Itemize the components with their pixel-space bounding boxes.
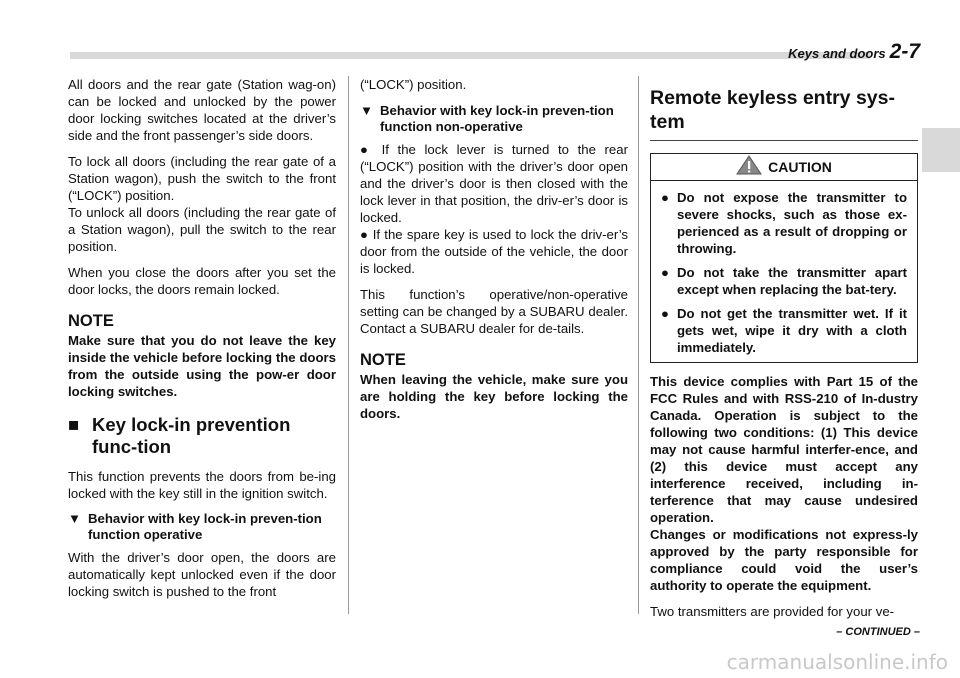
- bullet-icon: ●: [360, 142, 373, 157]
- note-heading: NOTE: [360, 351, 406, 369]
- column-divider: [638, 76, 639, 614]
- paragraph: (“LOCK”) position.: [360, 77, 467, 92]
- bullet-icon: ●: [661, 265, 669, 280]
- main-heading: Remote keyless entry sys-tem: [650, 87, 895, 133]
- note-body: When leaving the vehicle, make sure you are holding the key before locking the doors.: [360, 372, 628, 421]
- caution-box: [650, 153, 918, 363]
- paragraph: All doors and the rear gate (Station wag-on) can be locked and unlocked by the power door locking switches located at the driver’s side and the front passenger’s side doors.: [68, 77, 336, 143]
- bullet-icon: ●: [360, 227, 369, 242]
- paragraph: This function’s operative/non-operative setting can be changed by a SUBARU dealer. Contact a SUBARU dealer for de-tails.: [360, 287, 628, 336]
- warning-triangle-icon: [736, 155, 762, 179]
- note-body: Make sure that you do not leave the key inside the vehicle before locking the doors from the outside using the pow-er door locking switches.: [68, 333, 336, 399]
- page-header: [788, 40, 920, 64]
- bullet-item: ● If the spare key is used to lock the driv-er’s door from the outside of the vehicle, the door is locked.: [360, 227, 628, 276]
- section-heading-text: Key lock-in prevention func-tion: [92, 414, 291, 457]
- fcc-statement: This device complies with Part 15 of the FCC Rules and with RSS-210 of In-dustry Canada. Operation is subject to the following two conditions: (1) This device may not cause harmful interfer-ence, and (2) this device must accept any interference received, including in-terference that may cause undesired operation. Changes or modifications not express-ly approved by the party responsible for compliance could void the user’s authority to operate the equipment.: [650, 374, 918, 593]
- caution-label: CAUTION: [768, 158, 832, 175]
- header-rule: [70, 52, 870, 59]
- bullet-icon: ●: [661, 306, 669, 321]
- triangle-down-icon: ▼: [360, 103, 374, 118]
- paragraph: With the driver’s door open, the doors are automatically kept unlocked even if the door locking switch is pushed to the front: [68, 550, 336, 599]
- square-bullet-icon: ■: [68, 414, 80, 435]
- caution-item: ● Do not get the transmitter wet. If it gets wet, wipe it dry with a cloth immediately.: [661, 306, 907, 355]
- paragraph: To lock all doors (including the rear gate of a Station wagon), push the switch to the front (“LOCK”) position. To unlock all doors (including the rear gate of a Station wagon), pull the switch to the rear position.: [68, 154, 336, 254]
- paragraph: When you close the doors after you set the door locks, the doors remain locked.: [68, 265, 336, 297]
- triangle-down-icon: ▼: [68, 511, 82, 526]
- subsection-heading-text: Behavior with key lock-in preven-tion function non-operative: [380, 103, 614, 134]
- column-2: [360, 76, 628, 432]
- section-heading: [68, 414, 336, 458]
- chapter-side-tab: [922, 128, 960, 172]
- section-title: Keys and doors: [788, 46, 886, 61]
- paragraph: This function prevents the doors from be-ing locked with the key still in the ignition switch.: [68, 469, 336, 501]
- caution-body: [651, 181, 917, 362]
- column-1: [68, 76, 336, 609]
- caution-header: [651, 154, 917, 181]
- subsection-heading-text: Behavior with key lock-in preven-tion function operative: [88, 511, 322, 542]
- column-3: [650, 76, 918, 629]
- subsection-heading: [360, 103, 628, 135]
- caution-item: ● Do not take the transmitter apart except when replacing the bat-tery.: [661, 265, 907, 297]
- page-number: 2-7: [889, 40, 920, 63]
- subsection-heading: [68, 511, 336, 543]
- continued-label: – CONTINUED –: [836, 626, 920, 638]
- bullet-icon: ●: [661, 190, 669, 205]
- caution-item: ● Do not expose the transmitter to severe shocks, such as those ex-perienced as a result of dropping or throwing.: [661, 190, 907, 256]
- paragraph: Two transmitters are provided for your ve-: [650, 604, 895, 619]
- note-heading: NOTE: [68, 312, 114, 330]
- watermark: carmanualsonline.info: [726, 650, 948, 674]
- column-divider: [348, 76, 349, 614]
- heading-rule: [650, 140, 918, 141]
- bullet-item: ● If the lock lever is turned to the rear (“LOCK”) position with the driver’s door open and the driver’s door is then closed with the lock lever in that position, the driv-er’s door is locked.: [360, 142, 628, 225]
